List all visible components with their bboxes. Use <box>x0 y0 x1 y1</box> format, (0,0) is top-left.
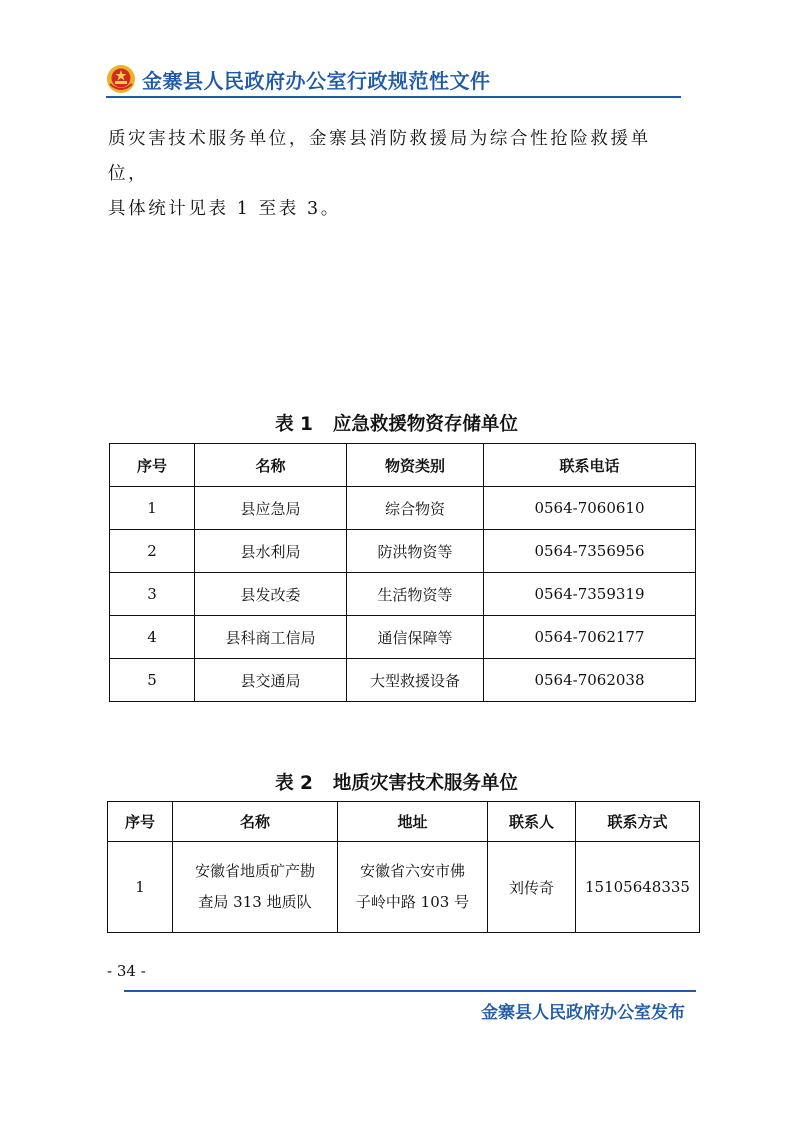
header-cell: 序号 <box>110 444 195 487</box>
header-cell: 地址 <box>338 802 488 842</box>
table1-caption <box>0 410 793 436</box>
table-row <box>110 487 696 530</box>
table-geological-services <box>107 801 700 933</box>
header-title: 金寨县人民政府办公室行政规范性文件 <box>142 68 491 93</box>
cell-name: 县水利局 <box>195 530 347 573</box>
table1-caption-title: 应急救援物资存储单位 <box>332 414 518 435</box>
cell-phone: 0564-7060610 <box>484 487 696 530</box>
footer-publisher: 金寨县人民政府办公室发布 <box>481 1003 685 1023</box>
table-row <box>110 573 696 616</box>
header-cell: 联系电话 <box>484 444 696 487</box>
cell-phone: 0564-7062177 <box>484 616 696 659</box>
table-emergency-supplies <box>109 443 696 702</box>
cell-address-line: 安徽省六安市佛 <box>359 862 465 880</box>
cell-name: 县交通局 <box>195 659 347 702</box>
table-row <box>108 842 700 933</box>
page-number: - 34 - <box>107 962 146 980</box>
cell-category: 防洪物资等 <box>347 530 484 573</box>
cell-phone: 0564-7359319 <box>484 573 696 616</box>
header-divider <box>106 96 681 98</box>
cell-address-line: 子岭中路 103 号 <box>355 893 470 911</box>
header-cell: 序号 <box>108 802 173 842</box>
body-paragraph <box>108 122 688 227</box>
cell-name: 县科商工信局 <box>195 616 347 659</box>
cell-index: 4 <box>110 616 195 659</box>
footer-divider <box>124 990 696 992</box>
cell-address <box>338 842 488 933</box>
cell-index: 2 <box>110 530 195 573</box>
cell-index: 1 <box>108 842 173 933</box>
table2-caption-number: 表 2 <box>275 773 313 794</box>
table1-caption-number: 表 1 <box>275 414 313 435</box>
cell-contact: 刘传奇 <box>488 842 576 933</box>
cell-name-line: 查局 313 地质队 <box>198 893 312 911</box>
cell-index: 3 <box>110 573 195 616</box>
cell-phone: 0564-7356956 <box>484 530 696 573</box>
cell-name: 县应急局 <box>195 487 347 530</box>
cell-category: 生活物资等 <box>347 573 484 616</box>
cell-name: 县发改委 <box>195 573 347 616</box>
cell-index: 1 <box>110 487 195 530</box>
cell-category: 通信保障等 <box>347 616 484 659</box>
cell-phone: 15105648335 <box>576 842 700 933</box>
table2-caption-title: 地质灾害技术服务单位 <box>332 773 518 794</box>
body-line: 具体统计见表 1 至表 3。 <box>108 199 341 219</box>
national-emblem-icon <box>106 64 136 94</box>
header-cell: 联系人 <box>488 802 576 842</box>
cell-name-line: 安徽省地质矿产勘 <box>194 862 315 880</box>
table-header-row <box>108 802 700 842</box>
table-row <box>110 659 696 702</box>
table-row <box>110 530 696 573</box>
table-row <box>110 616 696 659</box>
cell-index: 5 <box>110 659 195 702</box>
header-cell: 名称 <box>195 444 347 487</box>
header-cell: 物资类别 <box>347 444 484 487</box>
document-header <box>106 62 491 96</box>
cell-phone: 0564-7062038 <box>484 659 696 702</box>
cell-category: 大型救援设备 <box>347 659 484 702</box>
cell-category: 综合物资 <box>347 487 484 530</box>
table-header-row <box>110 444 696 487</box>
header-cell: 名称 <box>173 802 338 842</box>
table2-caption <box>0 769 793 795</box>
body-line: 质灾害技术服务单位，金寨县消防救援局为综合性抢险救援单位， <box>108 129 651 184</box>
header-cell: 联系方式 <box>576 802 700 842</box>
cell-name <box>173 842 338 933</box>
